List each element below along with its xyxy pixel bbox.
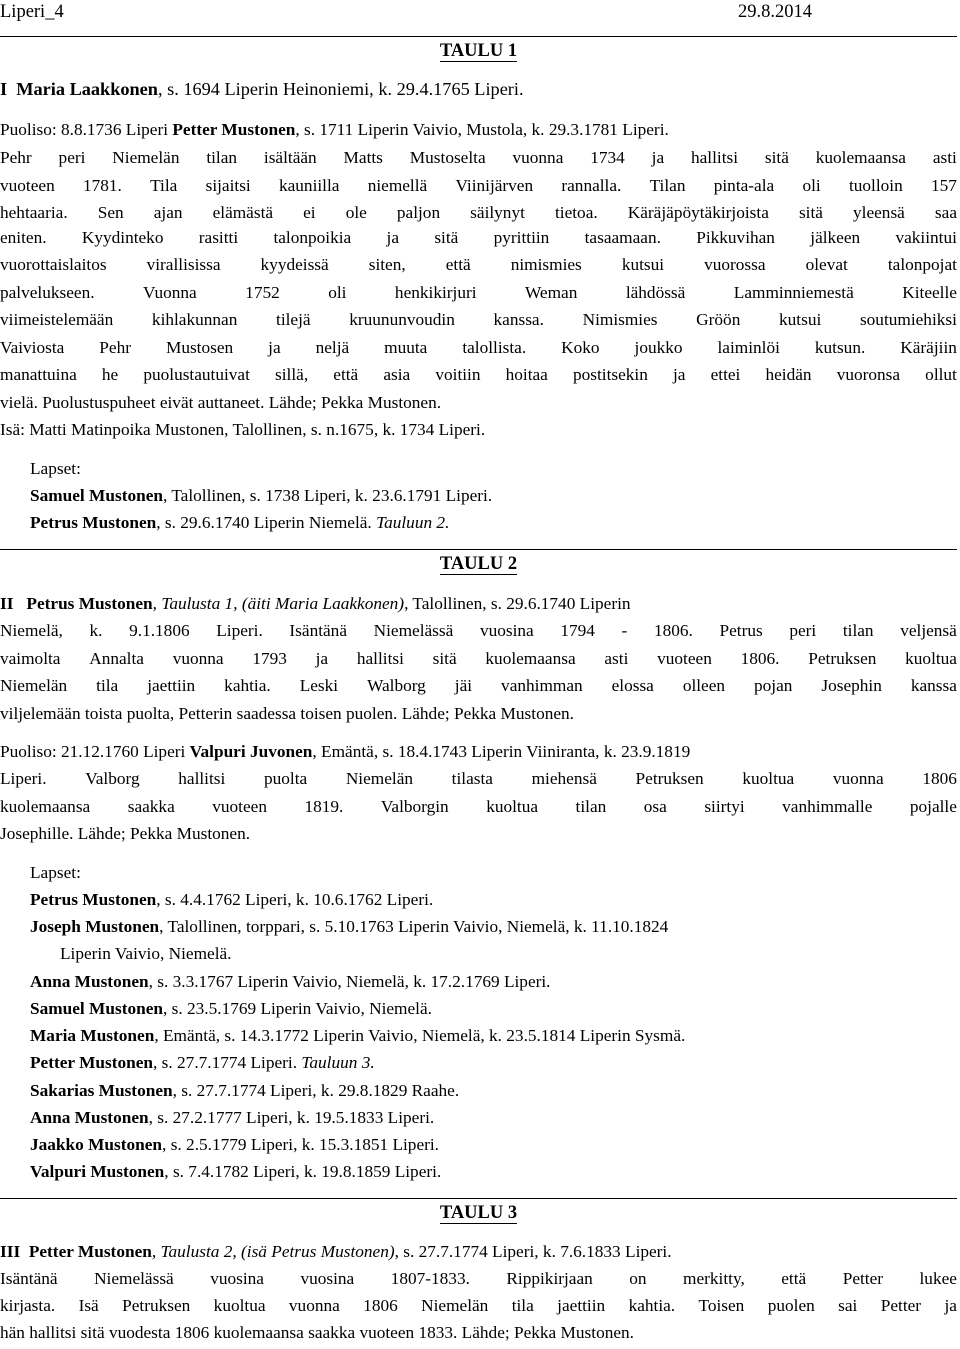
- t3-p-line: Isäntänä Niemelässä vuosina vuosina 1807-1833. Rippikirjaan on merkitty, että Petter lukee: [0, 1269, 957, 1288]
- t2-child: Joseph Mustonen, Talollinen, torppari, s. 5.10.1763 Liperin Vaivio, Niemelä, k. 11.10.1824: [30, 917, 669, 936]
- t2-child: Jaakko Mustonen, s. 2.5.1779 Liperi, k. 15.3.1851 Liperi.: [30, 1135, 439, 1154]
- t2-spouse-line: Puoliso: 21.12.1760 Liperi Valpuri Juvonen, Emäntä, s. 18.4.1743 Liperin Viiniranta, k. 23.9.1819: [0, 742, 691, 761]
- header-date: 29.8.2014: [738, 2, 812, 22]
- t2-child: Valpuri Mustonen, s. 7.4.1782 Liperi, k. 19.8.1859 Liperi.: [30, 1162, 442, 1181]
- t1-p-line: Pehr peri Niemelän tilan isältään Matts Mustoselta vuonna 1734 ja hallitsi sitä kuolemaansa asti: [0, 148, 957, 167]
- t2-p-line: viljelemään toista puolta, Petterin saadessa toisen puolen. Lähde; Pekka Mustonen.: [0, 704, 574, 723]
- section-title-taulu-2: TAULU 2: [0, 549, 957, 576]
- t1-person-line: I Maria Laakkonen, s. 1694 Liperin Heinoniemi, k. 29.4.1765 Liperi.: [0, 79, 524, 99]
- t2-name: Petrus Mustonen: [26, 594, 153, 613]
- t1-child-ref: Tauluun 2.: [376, 513, 450, 532]
- t2-person-line: II Petrus Mustonen, Taulusta 1, (äiti Maria Laakkonen), Talollinen, s. 29.6.1740 Liperin: [0, 594, 631, 613]
- t1-p-line: vuorottaislaitos virallisissa kyydeissä siten, että nimismies kutsui vuorossa olevat talonpojat: [0, 255, 957, 274]
- header-filename: Liperi_4: [0, 2, 64, 22]
- t2-p-line: vaimolta Annalta vuonna 1793 ja hallitsi sitä kuolemaansa asti vuoteen 1806. Petruksen kuoltua: [0, 649, 957, 668]
- t1-father: Isä: Matti Matinpoika Mustonen, Talollinen, s. n.1675, k. 1734 Liperi.: [0, 420, 486, 439]
- t1-spouse-line: Puoliso: 8.8.1736 Liperi Petter Mustonen, s. 1711 Liperin Vaivio, Mustola, k. 29.3.1781 Liperi.: [0, 120, 669, 139]
- t2-child: Anna Mustonen, s. 27.2.1777 Liperi, k. 19.5.1833 Liperi.: [30, 1108, 435, 1127]
- t1-p-line: manattuina he puolustautuivat sillä, että asia voitiin hoitaa postitsekin ja ettei heidän vuoronsa ollut: [0, 365, 957, 384]
- t1-p-line: hehtaaria. Sen ajan elämästä ei ole paljon säilynyt tietoa. Käräjäpöytäkirjoista sitä yleensä saa: [0, 203, 957, 222]
- t1-roman: I: [0, 79, 12, 99]
- t2-child-continuation: Liperin Vaivio, Niemelä.: [60, 944, 232, 963]
- t1-p-line: palvelukseen. Vuonna 1752 oli henkikirjuri Weman lähdössä Lamminniemestä Kiteelle: [0, 283, 957, 302]
- t2-p-line: Niemelä, k. 9.1.1806 Liperi. Isäntänä Niemelässä vuosina 1794 - 1806. Petrus peri tilan veljensä: [0, 621, 957, 640]
- t1-p-line: viimeistelemään kihlakunnan tilejä kruununvoudin kanssa. Nimismies Gröön kutsui soutumiehiksi: [0, 310, 957, 329]
- t1-p-line: Vaiviosta Pehr Mustosen ja neljä muuta talollista. Koko joukko laiminlöi kutsun. Käräjiin: [0, 338, 957, 357]
- t2-p2-line: Josephille. Lähde; Pekka Mustonen.: [0, 824, 251, 843]
- section-title-taulu-1: TAULU 1: [0, 36, 957, 63]
- t2-spouse-name: Valpuri Juvonen: [189, 742, 313, 761]
- t2-p2-line: kuolemaansa saakka vuoteen 1819. Valborgin kuoltua tilan osa siirtyi vanhimmalle pojalle: [0, 797, 957, 816]
- t2-child: Maria Mustonen, Emäntä, s. 14.3.1772 Liperin Vaivio, Niemelä, k. 23.5.1814 Liperin Sysmä.: [30, 1026, 686, 1045]
- t2-child-ref: Tauluun 3.: [301, 1053, 375, 1072]
- section-title-taulu-3: TAULU 3: [0, 1198, 957, 1225]
- t3-name: Petter Mustonen: [28, 1242, 152, 1261]
- t2-child: Samuel Mustonen, s. 23.5.1769 Liperin Vaivio, Niemelä.: [30, 999, 432, 1018]
- t3-p-line: hän hallitsi sitä vuodesta 1806 kuolemaansa saakka vuoteen 1833. Lähde; Pekka Mustonen.: [0, 1323, 634, 1342]
- t3-person-line: III Petter Mustonen, Taulusta 2, (isä Petrus Mustonen), s. 27.7.1774 Liperi, k. 7.6.1833 Liperi.: [0, 1242, 672, 1261]
- t2-child: Petrus Mustonen, s. 4.4.1762 Liperi, k. 10.6.1762 Liperi.: [30, 890, 434, 909]
- t1-child: Petrus Mustonen, s. 29.6.1740 Liperin Niemelä. Tauluun 2.: [30, 513, 450, 532]
- t1-spouse-name: Petter Mustonen: [172, 120, 296, 139]
- t1-p-line: eniten. Kyydinteko rasitti talonpoikia ja sitä pyrittiin tasaamaan. Pikkuvihan jälkeen vakiintui: [0, 228, 957, 247]
- t2-children-label: Lapset:: [30, 863, 81, 882]
- t1-p-line: vielä. Puolustuspuheet eivät auttaneet. Lähde; Pekka Mustonen.: [0, 393, 442, 412]
- t2-child: Anna Mustonen, s. 3.3.1767 Liperin Vaivio, Niemelä, k. 17.2.1769 Liperi.: [30, 972, 551, 991]
- t2-p2-line: Liperi. Valborg hallitsi puolta Niemelän tilasta miehensä Petruksen kuoltua vuonna 1806: [0, 769, 957, 788]
- t3-p-line: kirjasta. Isä Petruksen kuoltua vuonna 1806 Niemelän tila jaettiin kahtia. Toisen puolen sai Petter ja: [0, 1296, 957, 1315]
- t2-child: Petter Mustonen, s. 27.7.1774 Liperi. Tauluun 3.: [30, 1053, 375, 1072]
- page-header: [0, 1, 957, 23]
- t1-name: Maria Laakkonen: [16, 79, 158, 99]
- t1-children-label: Lapset:: [30, 459, 81, 478]
- t1-p-line: vuoteen 1781. Tila sijaitsi kauniilla niemellä Viinijärven rannalla. Tilan pinta-ala oli tuolloin 157: [0, 176, 957, 195]
- t1-child: Samuel Mustonen, Talollinen, s. 1738 Liperi, k. 23.6.1791 Liperi.: [30, 486, 493, 505]
- t2-child: Sakarias Mustonen, s. 27.7.1774 Liperi, k. 29.8.1829 Raahe.: [30, 1081, 460, 1100]
- t2-p-line: Niemelän tila jaettiin kahtia. Leski Walborg jäi vanhimman elossa olleen pojan Josephin kanssa: [0, 676, 957, 695]
